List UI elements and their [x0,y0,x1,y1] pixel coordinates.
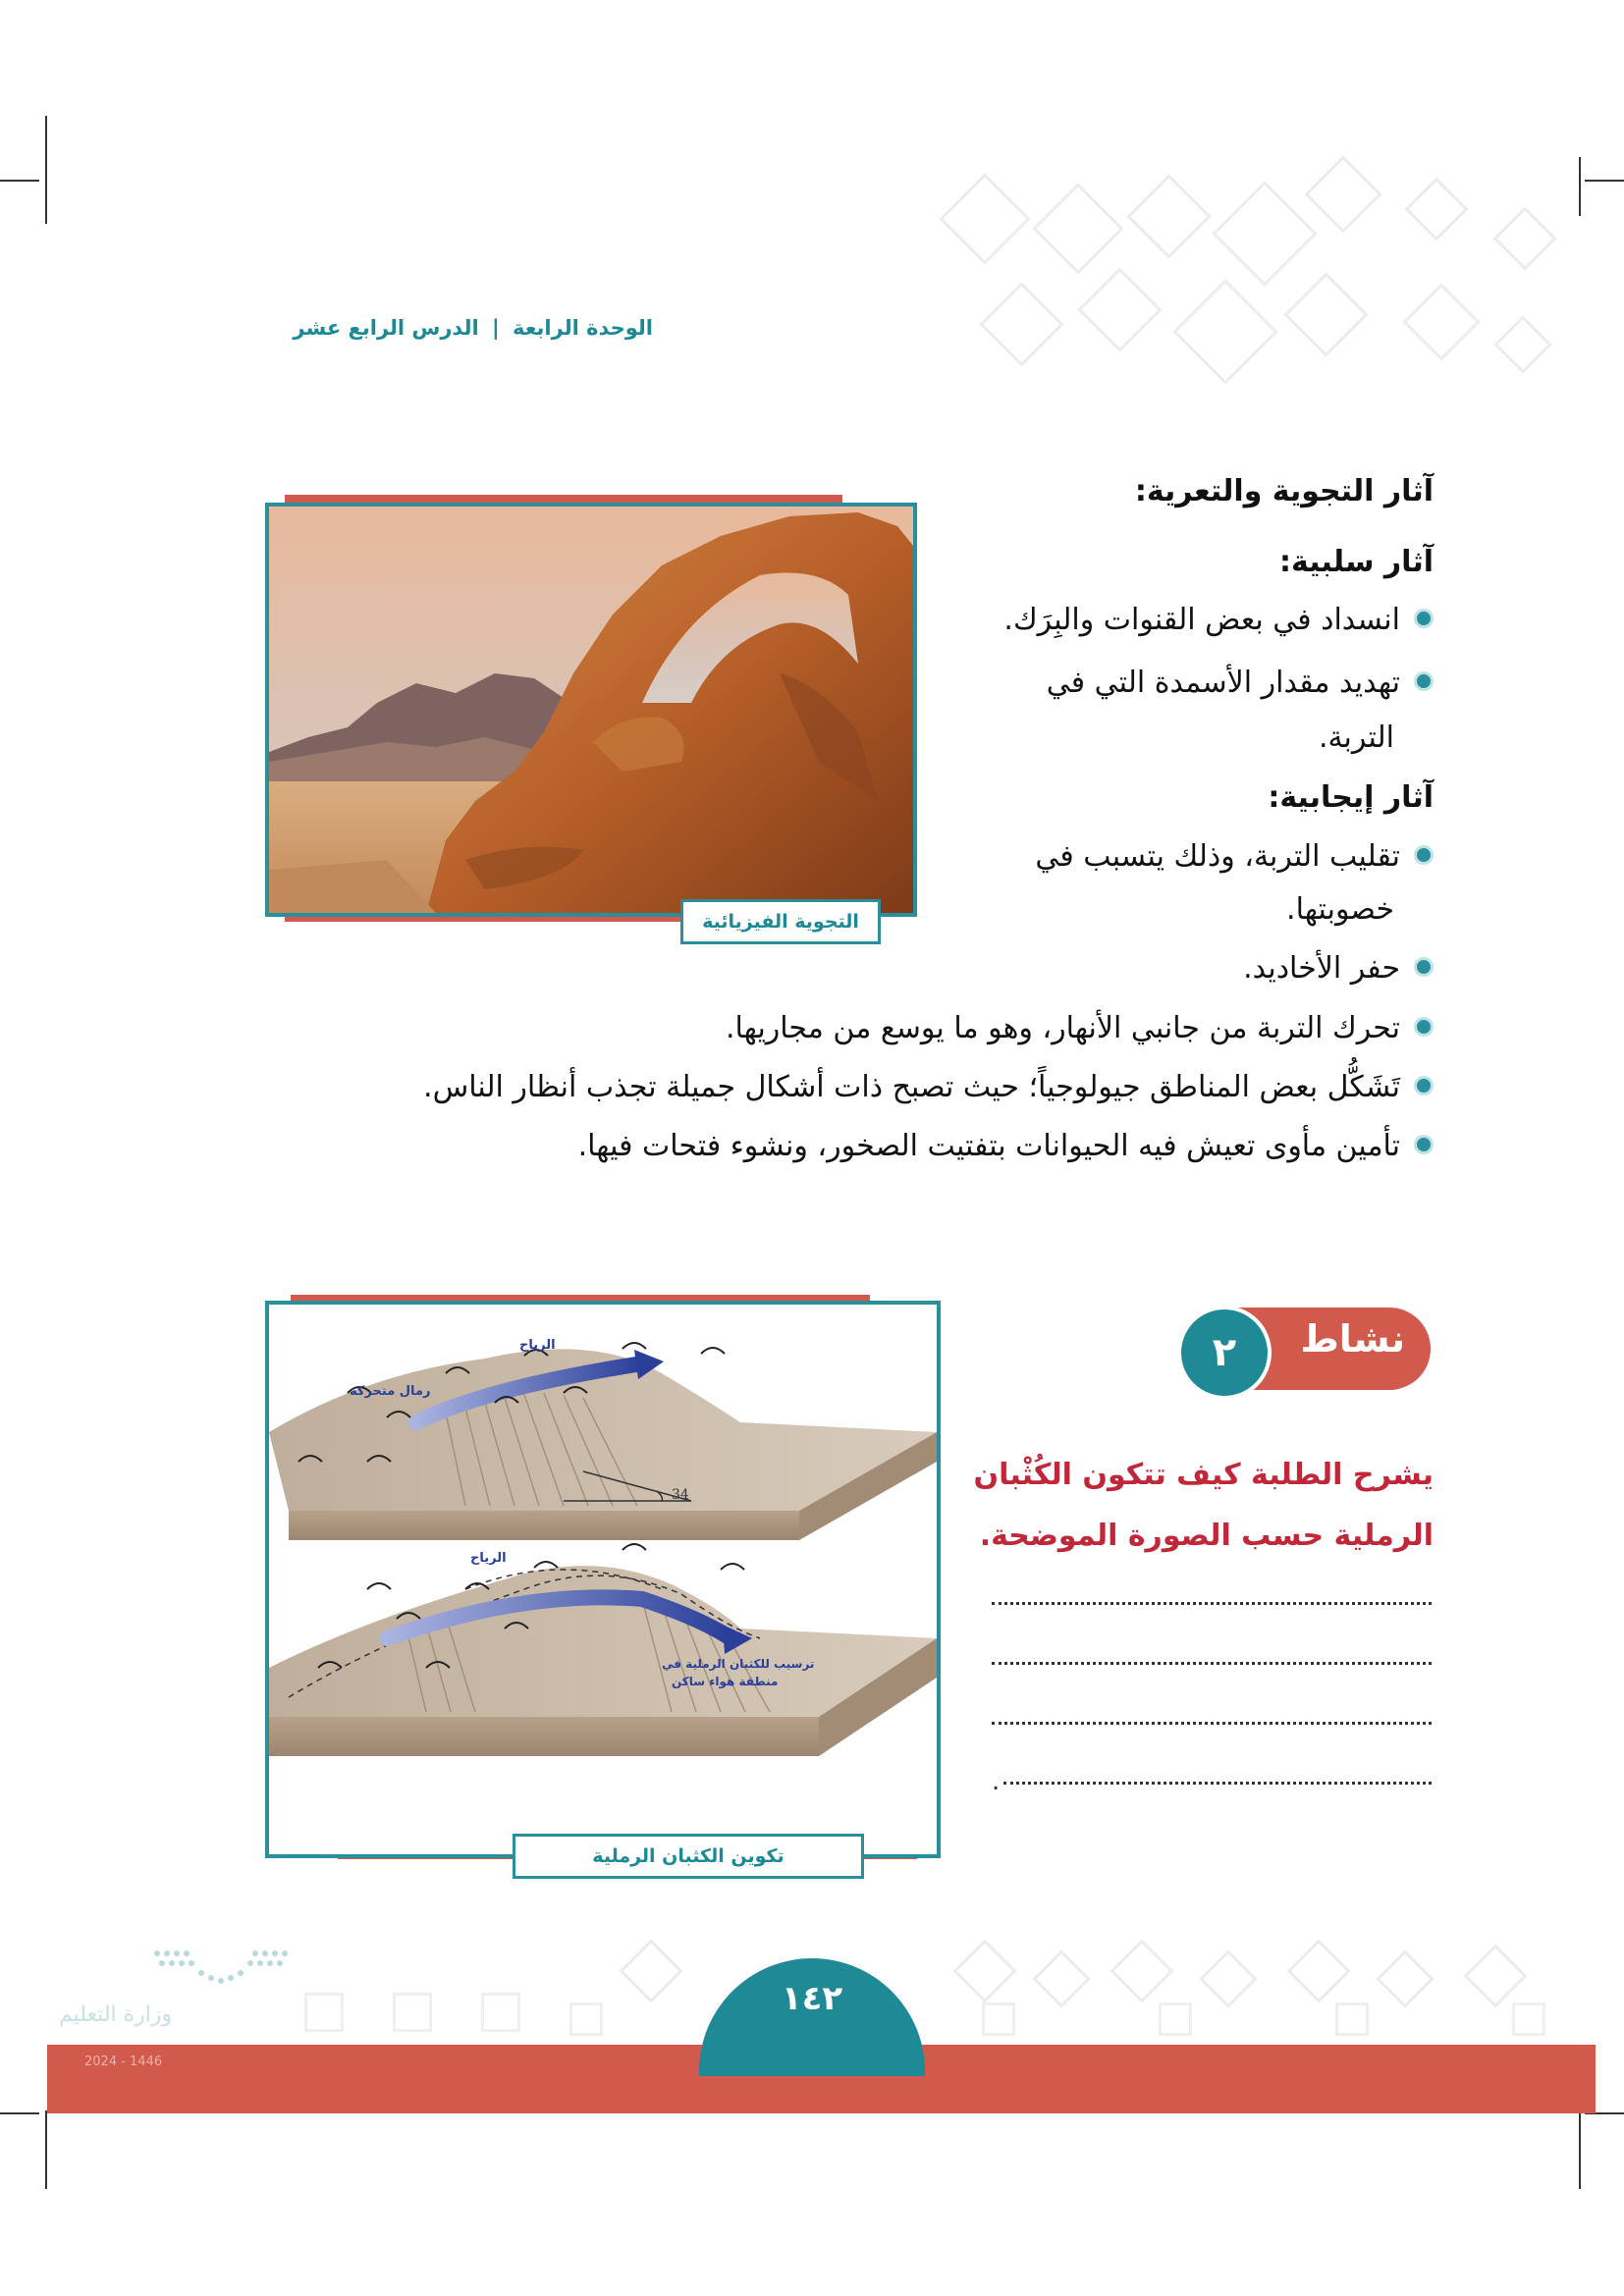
unit-lesson-header [260,316,653,340]
activity-badge [1179,1308,1431,1390]
list-item-continuation: خصوبتها. [1286,892,1394,927]
list-item: تحرك التربة من جانبي الأنهار، وهو ما يوسع من مجاريها. [726,1011,1434,1045]
crop-mark [0,2112,39,2114]
photo-physical-weathering [265,503,917,917]
deposition-label-2: منطقة هواء ساكن [672,1675,779,1688]
answer-line[interactable] [1003,1782,1432,1785]
list-item: تَشَكُّل بعض المناطق جيولوجياً؛ حيث تصبح ذات أشكال جميلة تجذب أنظار الناس. [423,1070,1434,1104]
diagram-caption: تكوين الكثبان الرملية [513,1834,864,1879]
answer-line[interactable] [992,1662,1432,1665]
bullet-icon [1414,1076,1434,1095]
answer-line[interactable] [992,1722,1432,1725]
angle-label: 34 [672,1487,689,1503]
bullet-icon [1414,1017,1434,1037]
moving-sand-label: رمال متحركة [350,1384,431,1399]
bullet-icon [1414,609,1434,628]
header-separator: | [491,316,500,340]
bullet-icon [1414,957,1434,977]
page-number: ١٤٢ [781,1979,843,2018]
deposition-label-1: ترسيب للكثبان الرملية في [662,1657,815,1671]
activity-instruction-line1: يشرح الطلبة كيف تتكون الكُثْبان [973,1458,1434,1492]
ministry-name: وزارة التعليم [59,2002,173,2027]
wind-label-bottom: الرياح [470,1551,507,1566]
edition-year: 2024 - 1446 [84,2055,163,2069]
list-item: تهديد مقدار الأسمدة التي في [1047,666,1434,700]
crop-mark [1585,180,1624,182]
wind-label-top: الرياح [519,1338,556,1353]
list-item: تقليب التربة، وذلك يتسبب في [1035,839,1434,874]
list-item: تأمين مأوى تعيش فيه الحيوانات بتفتيت الصخور، ونشوء فتحات فيها. [578,1129,1434,1163]
section-title: آثار التجوية والتعرية: [1134,474,1434,508]
crop-mark [1579,157,1581,216]
list-item-continuation: التربة. [1318,721,1394,755]
dune-diagram-image [269,1305,937,1854]
activity-label: نشاط [1300,1317,1405,1361]
activity-instruction-line2: الرملية حسب الصورة الموضحة. [979,1519,1434,1553]
crop-mark [45,116,47,224]
bullet-icon [1414,1135,1434,1154]
photo-caption: التجوية الفيزيائية [680,899,881,944]
list-item: انسداد في بعض القنوات والبِرَك. [1003,603,1434,637]
arch-rock-image [269,507,913,913]
positive-effects-title: آثار إيجابية: [1268,780,1434,815]
activity-number: ٢ [1177,1306,1272,1400]
lesson-title: الدرس الرابع عشر [293,316,479,340]
unit-title: الوحدة الرابعة [512,316,653,340]
crop-mark [45,2110,47,2189]
bullet-icon [1414,671,1434,691]
ministry-logo-icon [147,1944,295,1993]
negative-effects-title: آثار سلبية: [1279,545,1434,579]
bullet-icon [1414,845,1434,865]
answer-end-mark: . [992,1767,1001,1796]
list-item: حفر الأخاديد. [1243,951,1434,986]
dune-formation-diagram [265,1301,941,1858]
answer-line[interactable] [992,1602,1432,1605]
crop-mark [0,180,39,182]
